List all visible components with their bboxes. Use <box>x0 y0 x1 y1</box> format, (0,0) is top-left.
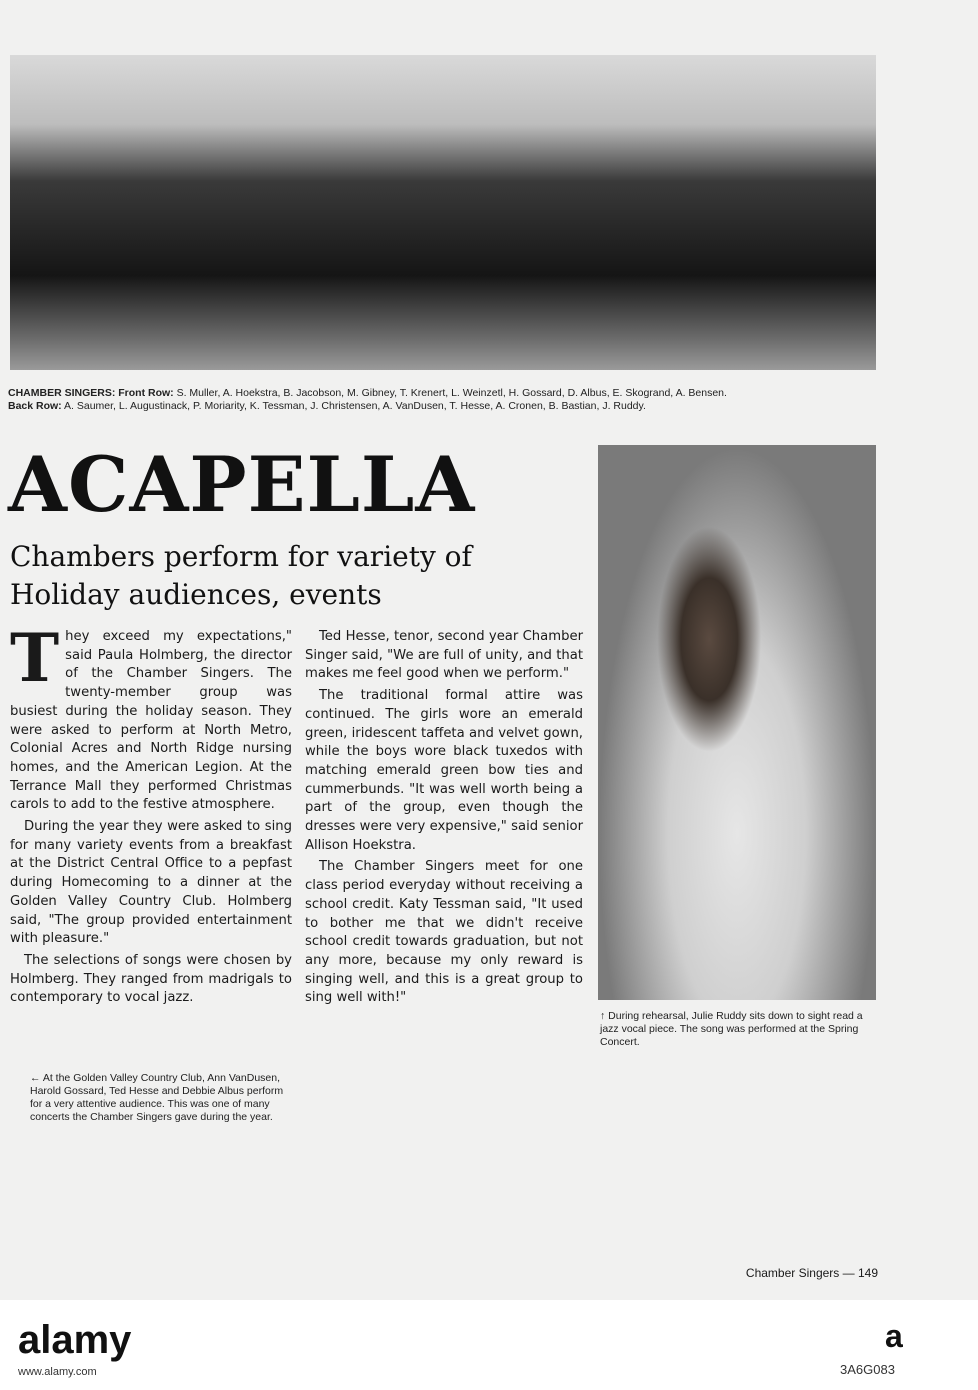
rehearsal-photo-caption: ↑ During rehearsal, Julie Ruddy sits down to sight read a jazz vocal piece. The song was performed at the Spring Concert. <box>600 1010 863 1048</box>
article-column-1 <box>10 619 292 1011</box>
alamy-mark-icon: a <box>885 1318 903 1354</box>
back-row-names: A. Saumer, L. Augustinack, P. Moriarity, K. Tessman, J. Christensen, A. VanDusen, T. Hesse, A. Cronen, B. Bastian, J. Ruddy. <box>64 400 646 412</box>
front-row-label: CHAMBER SINGERS: Front Row: <box>8 387 174 399</box>
article-paragraph: Ted Hesse, tenor, second year Chamber Singer said, "We are full of unity, and that makes me feel good when we perform." <box>305 629 583 682</box>
back-row-label: Back Row: <box>8 400 62 412</box>
concert-photo-caption: ← At the Golden Valley Country Club, Ann VanDusen, Harold Gossard, Ted Hesse and Debbie Albus perform for a very attentive audience. This was one of many concerts the Chamber Singers gave during the year. <box>30 1072 284 1123</box>
headline: ACAPELLA <box>8 440 476 529</box>
chamber-singers-group-photo <box>10 55 876 370</box>
drop-cap: T <box>10 619 60 697</box>
front-row-names: S. Muller, A. Hoekstra, B. Jacobson, M. Gibney, T. Krenert, L. Weinzetl, H. Gossard, D. Albus, E. Skogrand, A. Bensen. <box>176 387 727 399</box>
page-folio: Chamber Singers — 149 <box>745 1266 878 1280</box>
article-paragraph: During the year they were asked to sing for many variety events from a breakfast at the District Central Office to a pepfast during Homecoming to a dinner at the Golden Valley Country Club. Holmberg said, "The group provided entertainment with pleasure." <box>10 819 292 947</box>
article-paragraph: They exceed my expectations," said Paula Holmberg, the director of the Chamber Singers. The twenty-member group was busiest during the holiday season. They were asked to perform at North Metro, Colonial Acres and North Ridge nursing homes, and the American Legion. At the Terrance Mall they performed Christmas carols to add to the festive atmosphere. <box>10 619 292 813</box>
article-column-2 <box>305 628 583 1011</box>
image-id: 3A6G083 <box>840 1362 895 1377</box>
alamy-logo: alamy <box>18 1318 132 1362</box>
article-paragraph: The selections of songs were chosen by Holmberg. They ranged from madrigals to contemporary to vocal jazz. <box>10 952 292 1006</box>
rehearsal-photo <box>598 445 876 1000</box>
subheadline: Chambers perform for variety of Holiday audiences, events <box>10 540 472 611</box>
alamy-site: www.alamy.com <box>18 1366 97 1378</box>
group-photo-caption <box>8 387 928 413</box>
article-paragraph: The traditional formal attire was continued. The girls wore an emerald green, iridescent taffeta and velvet gown, while the boys wore black tuxedos with matching emerald green bow ties and cummerbunds. "It was well worth being a part of the group, even though the dresses were very expensive," said senior Allison Hoekstra. <box>305 688 583 853</box>
article-paragraph: The Chamber Singers meet for one class period everyday without receiving a school credit. Katy Tessman said, "It used to bother me that we didn't receive school credit towards graduation, but not any more, because my only reward is singing well, and this is a great group to sing well with!" <box>305 859 583 1006</box>
